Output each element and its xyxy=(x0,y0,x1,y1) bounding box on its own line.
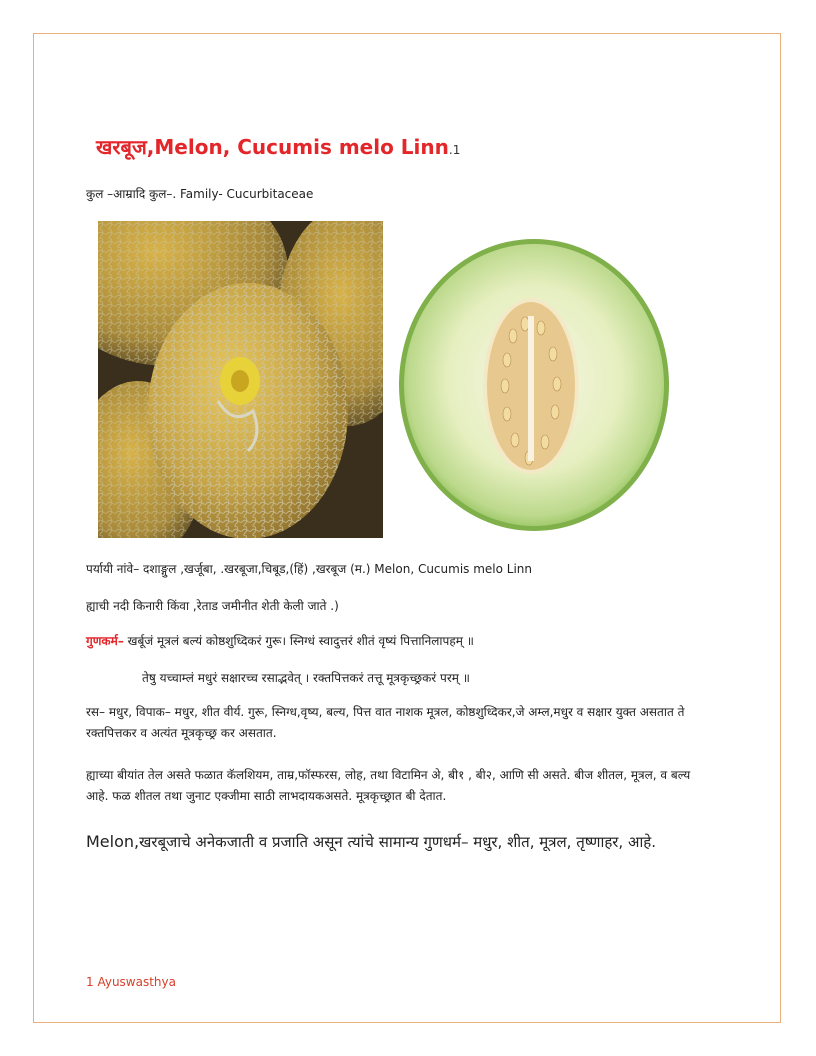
title-text: खरबूज,Melon, Cucumis melo Linn xyxy=(96,135,449,159)
rasa-paragraph: रस– मधुर, विपाक– मधुर, शीत वीर्य. गुरू, स्निग्ध,वृष्य, बल्य, पित्त वात नाशक मूत्रल, कोष्ठशुध्दिकर,जे अम्ल,मधुर व सक्षार युक्त असतात ते रक्तपित्तकर व अत्यंत मूत्रकृच्छ्र कर असतात. xyxy=(86,705,685,740)
gunakarma-verse-1-text: खर्बूजं मूत्रलं बल्यं कोष्ठशुध्दिकरं गुरू। स्निग्धं स्वादुत्तरं शीतं वृष्यं पित्तानिलापहम् ॥ xyxy=(123,634,474,648)
family-line: कुल –आम्रादि कुल–. Family- Cucurbitaceae xyxy=(86,187,314,201)
summary-rest: खरबूजाचे अनेकजाती व प्रजाति असून त्यांचे सामान्य गुणधर्म– मधुर, शीत, मूत्रल, तृष्णाहर, आहे. xyxy=(139,833,657,851)
seeds-paragraph: ह्याच्या बीयांत तेल असते फळात कॅलशियम, ताम्र,फॉस्फरस, लोह, तथा विटामिन अे, बी१ , बी२, आणि सी असते. बीज शीतल, मूत्रल, व बल्य आहे. फळ शीतल तथा जुनाट एक्जीमा साठी लाभदायकअसते. मूत्रकृच्छ्रात बी देतात. xyxy=(86,768,691,803)
whole-melon-photo xyxy=(98,221,383,538)
gunakarma-verse-2: तेषु यच्चाम्लं मधुरं सक्षारच्च रसाद्भवेत् । रक्तपित्तकरं तत्तू मूत्रकृच्छ्रकरं परम् ॥ xyxy=(142,671,470,685)
footnote: 1 Ayuswasthya xyxy=(86,975,176,989)
title-footnote-ref: .1 xyxy=(448,143,461,157)
halved-melon-photo xyxy=(395,236,675,536)
summary-lead: Melon, xyxy=(86,832,140,851)
habitat-line: ह्याची नदी किनारी किंवा ,रेताड जमीनीत शेती केली जाते .) xyxy=(86,599,339,613)
gunakarma-label: गुणकर्म– xyxy=(86,634,124,648)
summary-paragraph xyxy=(86,832,656,852)
synonyms-line: पर्यायी नांवे– दशाङ्गुल ,खर्जूबा, .खरबूजा,चिबूड,(हिं) ,खरबूज (म.) Melon, Cucumis melo Linn xyxy=(86,562,533,576)
gunakarma-verse-1 xyxy=(86,632,474,649)
page-title xyxy=(96,133,460,160)
